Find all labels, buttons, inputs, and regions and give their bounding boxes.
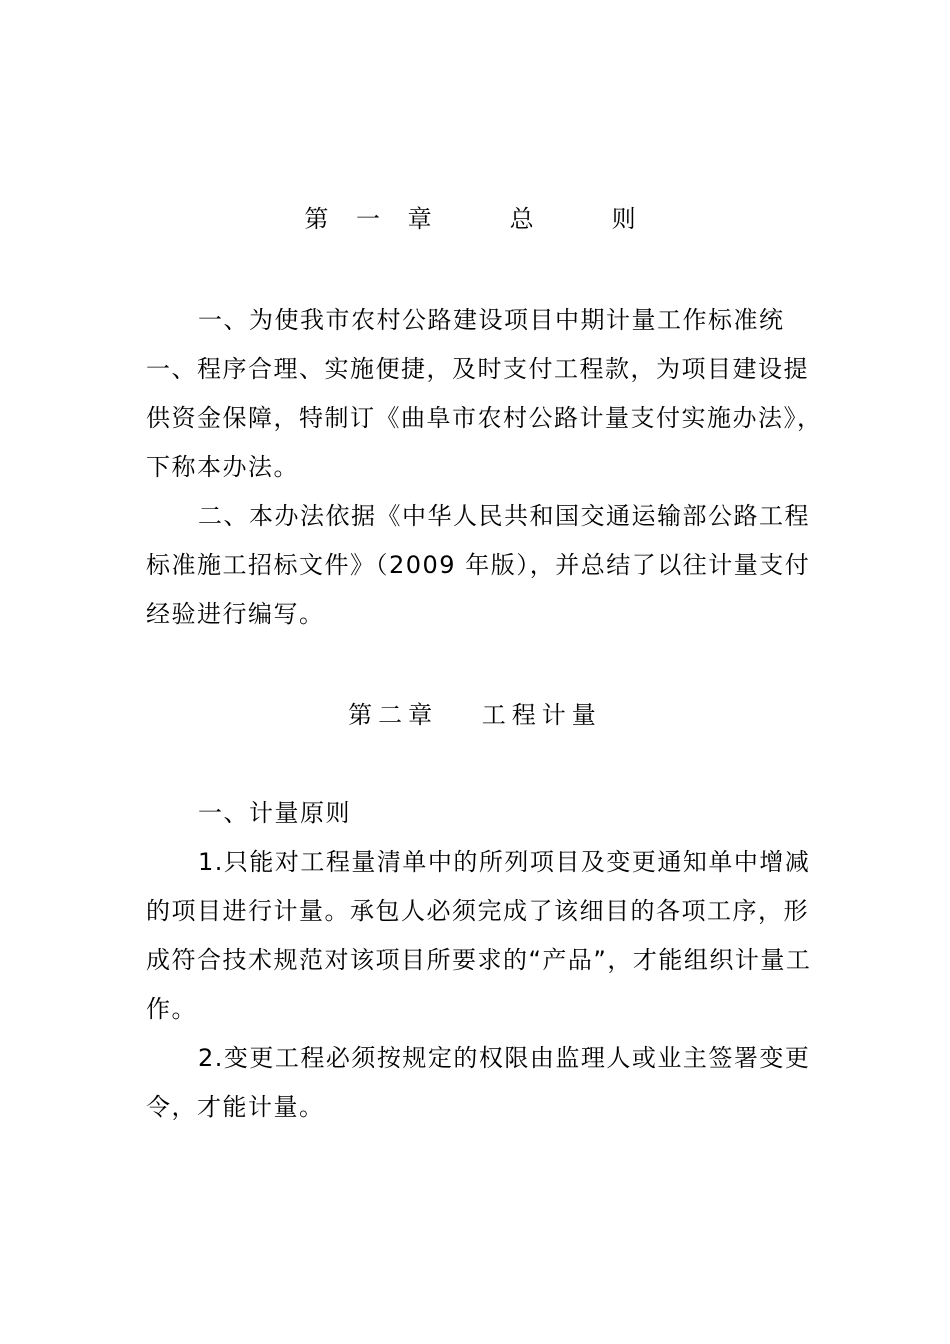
- general-article-2: [146, 492, 816, 639]
- chapter-1-title: 第 一 章 总 则: [304, 205, 646, 233]
- section-heading: 一、计量原则: [198, 799, 351, 827]
- principle-item-2: [146, 1034, 816, 1132]
- principles-heading: [146, 789, 816, 838]
- chapter-2-title: 第二章 工程计量: [348, 701, 602, 729]
- text-line: 2.变更工程必须按规定的权限由监理人或业主签署变更: [198, 1044, 811, 1072]
- text-line: 成符合技术规范对该项目所要求的“产品”，才能组织计量工: [146, 946, 812, 974]
- text-line: 标准施工招标文件》（2009 年版），并总结了以往计量支付: [146, 551, 811, 579]
- text-line: 的项目进行计量。承包人必须完成了该细目的各项工序，形: [146, 897, 809, 925]
- text-line: 作。: [146, 995, 197, 1023]
- text-line: 下称本办法。: [146, 453, 299, 481]
- text-line: 供资金保障，特制订《曲阜市农村公路计量支付实施办法》，: [146, 404, 823, 432]
- text-line: 令，才能计量。: [146, 1093, 325, 1121]
- text-line: 二、本办法依据《中华人民共和国交通运输部公路工程: [198, 502, 810, 530]
- text-line: 经验进行编写。: [146, 600, 325, 628]
- text-line: 1.只能对工程量清单中的所列项目及变更通知单中增减: [198, 848, 811, 876]
- text-line: 一、为使我市农村公路建设项目中期计量工作标准统: [198, 306, 785, 334]
- principle-item-1: [146, 838, 816, 1034]
- text-line: 一、程序合理、实施便捷，及时支付工程款，为项目建设提: [146, 355, 809, 383]
- general-article-1: [146, 296, 823, 492]
